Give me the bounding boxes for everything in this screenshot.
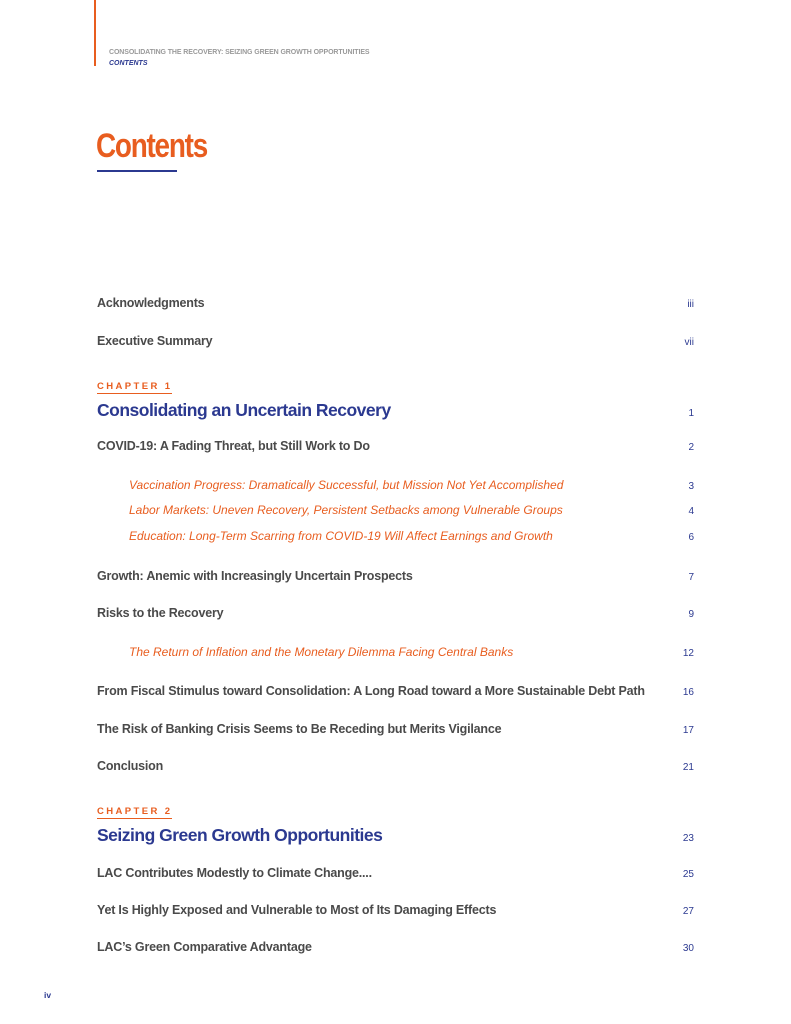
toc-page-number: iii <box>687 299 694 310</box>
chapter-1-heading[interactable] <box>97 400 694 421</box>
toc-entry[interactable] <box>97 569 694 583</box>
toc-page-number: 17 <box>682 725 694 736</box>
header-accent-line <box>94 0 96 66</box>
toc-entry-label: Conclusion <box>97 759 164 773</box>
toc-page-number: 16 <box>682 687 694 698</box>
toc-page-number: 23 <box>682 833 694 844</box>
toc-page-number: 30 <box>682 943 694 954</box>
toc-subentry-label: Vaccination Progress: Dramatically Successful, but Mission Not Yet Accomplished <box>129 478 564 492</box>
toc-page-number: 9 <box>688 609 694 620</box>
chapter-2-heading[interactable] <box>97 825 694 846</box>
toc-page-number: 3 <box>688 481 694 492</box>
toc-subentry[interactable] <box>97 529 694 543</box>
toc-entry[interactable] <box>97 606 694 620</box>
toc-entry[interactable] <box>97 722 694 736</box>
toc-page-number: 12 <box>682 648 694 659</box>
toc-entry-acknowledgments[interactable] <box>97 296 694 310</box>
toc-entry-label: LAC’s Green Comparative Advantage <box>97 940 312 954</box>
toc-entry-label: Growth: Anemic with Increasingly Uncertain Prospects <box>97 569 413 583</box>
toc-entry[interactable] <box>97 684 694 698</box>
toc-page-number: 6 <box>688 532 694 543</box>
chapter-2-title: Seizing Green Growth Opportunities <box>97 825 383 845</box>
toc-page-number: vii <box>684 337 694 348</box>
toc-subentry[interactable] <box>97 645 694 659</box>
chapter-1-label: CHAPTER 1 <box>97 381 173 392</box>
running-title: CONSOLIDATING THE RECOVERY: SEIZING GREEN GROWTH OPPORTUNITIES <box>109 49 370 56</box>
title-underline <box>97 170 177 172</box>
toc-page-number: 1 <box>688 408 694 419</box>
toc-subentry[interactable] <box>97 503 694 517</box>
toc-subentry-label: Labor Markets: Uneven Recovery, Persistent Setbacks among Vulnerable Groups <box>129 503 563 517</box>
page-title: Contents <box>96 127 207 165</box>
running-subtitle: CONTENTS <box>109 60 148 67</box>
toc-entry[interactable] <box>97 439 694 453</box>
toc-entry[interactable] <box>97 940 694 954</box>
toc-entry-label: Yet Is Highly Exposed and Vulnerable to Most of Its Damaging Effects <box>97 903 497 917</box>
toc-page-number: 4 <box>688 506 694 517</box>
toc-subentry[interactable] <box>97 478 694 492</box>
chapter-1-title: Consolidating an Uncertain Recovery <box>97 400 391 420</box>
page-number: iv <box>44 990 52 1000</box>
toc-page-number: 7 <box>688 572 694 583</box>
toc-entry-label: The Risk of Banking Crisis Seems to Be Receding but Merits Vigilance <box>97 722 502 736</box>
toc-page-number: 25 <box>682 869 694 880</box>
toc-entry-label: From Fiscal Stimulus toward Consolidation: A Long Road toward a More Sustainable Debt Path <box>97 684 645 698</box>
toc-subentry-label: The Return of Inflation and the Monetary Dilemma Facing Central Banks <box>129 645 514 659</box>
chapter-2-label: CHAPTER 2 <box>97 806 173 817</box>
toc-entry-label: Executive Summary <box>97 334 213 348</box>
toc-page-number: 27 <box>682 906 694 917</box>
toc-entry[interactable] <box>97 903 694 917</box>
toc-subentry-label: Education: Long-Term Scarring from COVID-19 Will Affect Earnings and Growth <box>129 529 553 543</box>
toc-entry-label: Risks to the Recovery <box>97 606 224 620</box>
toc-entry-label: Acknowledgments <box>97 296 205 310</box>
toc-page-number: 21 <box>682 762 694 773</box>
toc-page-number: 2 <box>688 442 694 453</box>
toc-entry-executive-summary[interactable] <box>97 334 694 348</box>
toc-entry[interactable] <box>97 866 694 880</box>
toc-entry-label: COVID-19: A Fading Threat, but Still Work to Do <box>97 439 370 453</box>
toc-entry[interactable] <box>97 759 694 773</box>
toc-entry-label: LAC Contributes Modestly to Climate Change.... <box>97 866 372 880</box>
